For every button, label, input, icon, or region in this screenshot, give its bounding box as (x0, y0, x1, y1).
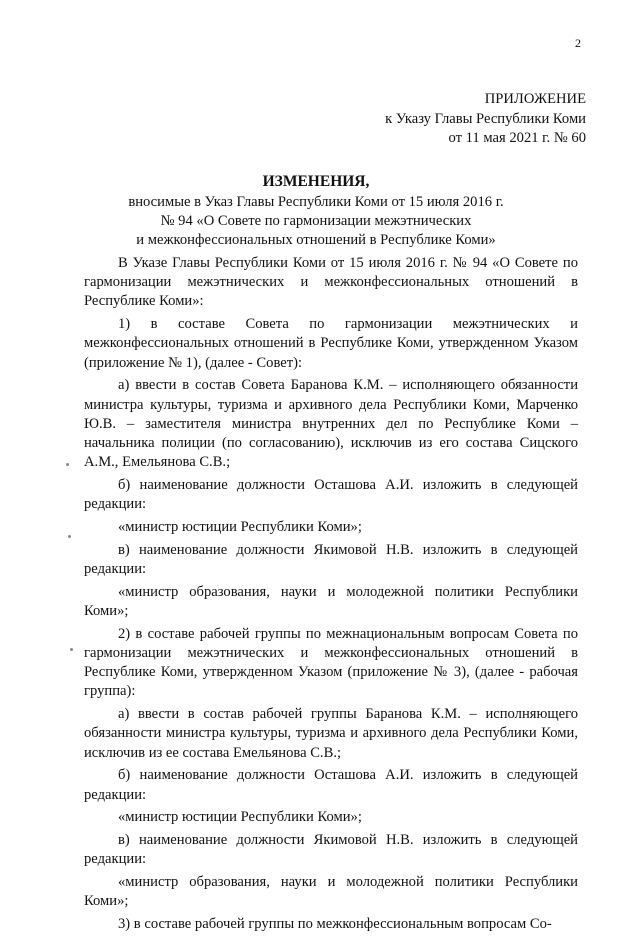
title-block (84, 172, 548, 250)
body-paragraph: 2) в составе рабочей группы по межнациональным вопросам Совета по гармонизации межэтнических и межконфессиональных отношений в Республике Коми, утвержденном Указом (приложение № 3), (далее - рабочая группа): (84, 625, 578, 700)
title-line-1: вносимые в Указ Главы Республики Коми от 15 июля 2016 г. (128, 194, 504, 210)
document-heading: ИЗМЕНЕНИЯ, (262, 173, 370, 190)
title-line-3: и межконфессиональных отношений в Республике Коми» (136, 232, 496, 248)
appendix-label: ПРИЛОЖЕНИЕ (484, 91, 586, 107)
body-paragraph: «министр образования, науки и молодежной политики Республики Коми»; (84, 583, 578, 620)
appendix-date: от 11 мая 2021 г. № 60 (448, 130, 586, 146)
scan-speck (70, 648, 73, 651)
body-paragraph: а) ввести в состав Совета Баранова К.М. – исполняющего обязанности министра культуры, туризма и архивного дела Республики Коми, Марченко Ю.В. – заместителя министра внутренних дел по Республике Коми – начальника полиции (по согласованию), исключив из его состава Сицского А.М., Емельянова С.В.; (84, 377, 578, 471)
body-paragraph: «министр образования, науки и молодежной политики Республики Коми»; (84, 874, 578, 910)
scan-speck (68, 535, 71, 538)
document-body (84, 254, 578, 938)
body-paragraph: а) ввести в состав рабочей группы Баранова К.М. – исполняющего обязанности министра культуры, туризма и архивного дела Республики Коми, исключив из ее состава Емельянова С.В.; (84, 706, 578, 761)
page-number: 2 (575, 36, 581, 50)
body-paragraph: 3) в составе рабочей группы по межконфессиональным вопросам Со- (118, 916, 552, 933)
body-paragraph: В Указе Главы Республики Коми от 15 июля 2016 г. № 94 «О Совете по гармонизации межэтнических и межконфессиональных отношений в Республике Коми»: (84, 255, 578, 310)
body-paragraph: в) наименование должности Якимовой Н.В. изложить в следующей редакции: (84, 541, 578, 578)
title-line-2: № 94 «О Совете по гармонизации межэтнических (160, 213, 472, 229)
body-paragraph: в) наименование должности Якимовой Н.В. изложить в следующей редакции: (84, 832, 578, 868)
body-paragraph: «министр юстиции Республики Коми»; (118, 519, 362, 536)
body-paragraph: б) наименование должности Осташова А.И. изложить в следующей редакции: (84, 767, 578, 803)
body-paragraph: «министр юстиции Республики Коми»; (118, 809, 362, 826)
scan-speck (66, 463, 69, 466)
appendix-decree: к Указу Главы Республики Коми (385, 110, 586, 127)
body-paragraph: 1) в составе Совета по гармонизации межэтнических и межконфессиональных отношений в Республике Коми, утвержденном Указом (приложение № 1), (далее - Совет): (84, 316, 578, 371)
appendix-block (385, 90, 586, 149)
body-paragraph: б) наименование должности Осташова А.И. изложить в следующей редакции: (84, 477, 578, 513)
